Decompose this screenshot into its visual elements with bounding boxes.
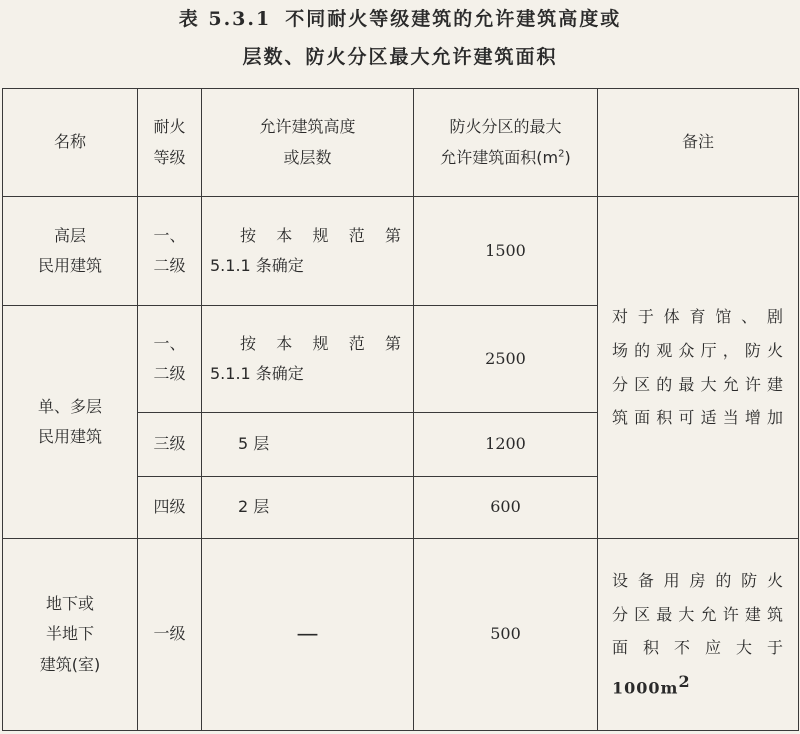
cell-underground-grade: 一级 <box>138 539 202 731</box>
table-row <box>3 197 799 306</box>
table-id: 表 5.3.1 <box>178 8 272 30</box>
cell-remark-equipment: 设备用房的防火 分区最大允许建筑 面 积 不 应 大 于 $1000m^2$ <box>598 539 799 731</box>
cell-high-rise-height: 按 本 规 范 第 5.1.1 条确定 <box>202 197 414 306</box>
cell-underground-height: — <box>202 539 414 731</box>
header-grade: 耐火 等级 <box>138 89 202 197</box>
header-row <box>3 89 799 197</box>
cell-high-rise-name: 高层 民用建筑 <box>3 197 138 306</box>
header-remark: 备注 <box>598 89 799 197</box>
cell-multi-grade-1: 一、 二级 <box>138 306 202 413</box>
cell-multi-grade-3: 三级 <box>138 413 202 477</box>
cell-underground-name: 地下或 半地下 建筑(室) <box>3 539 138 731</box>
table-row <box>3 539 799 731</box>
cell-multi-grade-4: 四级 <box>138 477 202 539</box>
cell-high-rise-area: 1500 <box>414 197 598 306</box>
cell-multi-area-4: 600 <box>414 477 598 539</box>
cell-multi-height-4: 2 层 <box>202 477 414 539</box>
cell-remark-sports: 对于体育馆、剧 场的观众厅，防火 分区的最大允许建 筑面积可适当增加 <box>598 197 799 539</box>
caption-title-part1: 不同耐火等级建筑的允许建筑高度或 <box>285 8 622 30</box>
header-area: 防火分区的最大 允许建筑面积$(m^2)$ <box>414 89 598 197</box>
header-height: 允许建筑高度 或层数 <box>202 89 414 197</box>
fire-compartment-table <box>2 88 799 731</box>
table-caption-line1 <box>0 4 800 31</box>
cell-multi-storey-name: 单、多层 民用建筑 <box>3 306 138 539</box>
cell-underground-area: 500 <box>414 539 598 731</box>
cell-multi-height-1: 按 本 规 范 第 5.1.1 条确定 <box>202 306 414 413</box>
cell-multi-area-3: 1200 <box>414 413 598 477</box>
cell-multi-height-3: 5 层 <box>202 413 414 477</box>
header-name: 名称 <box>3 89 138 197</box>
cell-high-rise-grade: 一、 二级 <box>138 197 202 306</box>
table-caption-line2: 层数、防火分区最大允许建筑面积 <box>242 46 558 68</box>
cell-multi-area-1: 2500 <box>414 306 598 413</box>
